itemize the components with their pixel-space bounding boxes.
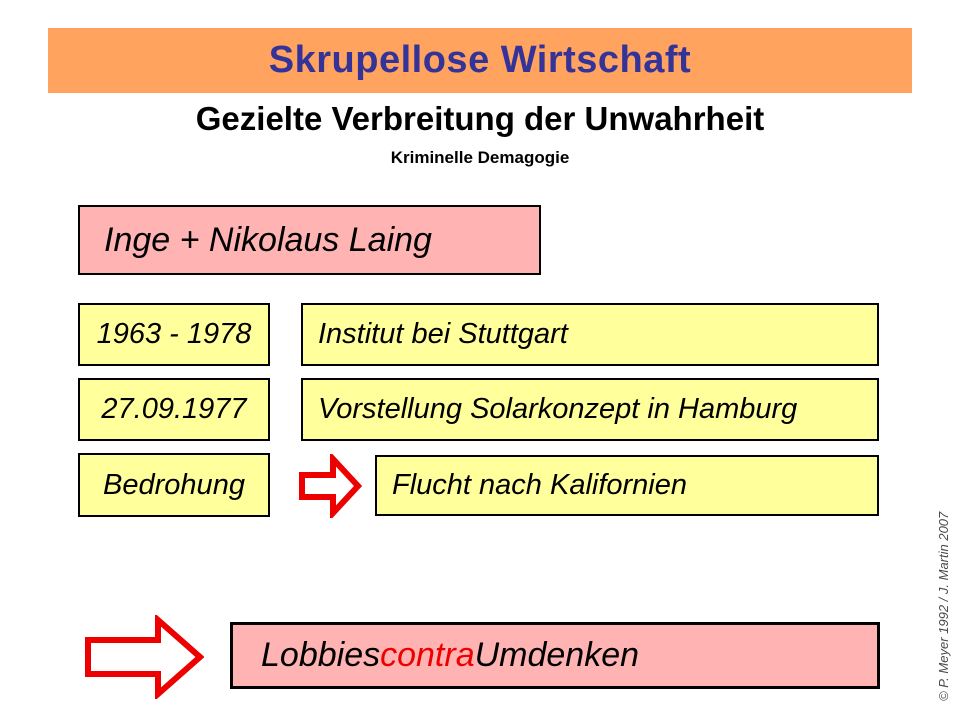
timeline-row3-effect-label: Flucht nach Kalifornien: [392, 469, 687, 501]
person-box: [78, 205, 541, 275]
conclusion-suffix: Umdenken: [474, 636, 640, 674]
arrow-right-icon: [84, 615, 204, 699]
timeline-row1-description: [301, 303, 879, 366]
conclusion-highlight: contra: [380, 636, 475, 674]
conclusion-prefix: Lobbies: [261, 636, 381, 674]
timeline-row1-date: [78, 303, 270, 366]
banner: [48, 28, 912, 93]
timeline-row1-date-label: 1963 - 1978: [96, 318, 252, 350]
conclusion-box: [230, 622, 880, 689]
timeline-row3-cause-label: Bedrohung: [103, 468, 245, 501]
timeline-row3-cause: [78, 453, 270, 517]
timeline-row3-effect: [375, 455, 879, 516]
banner-title: Skrupellose Wirtschaft: [268, 39, 692, 81]
timeline-row2-date: [78, 378, 270, 441]
copyright-credit: © P. Meyer 1992 / J. Martin 2007: [936, 511, 951, 701]
timeline-row2-description: [301, 378, 879, 441]
page-title: Gezielte Verbreitung der Unwahrheit: [195, 100, 765, 137]
timeline-row2-description-label: Vorstellung Solarkonzept in Hamburg: [318, 393, 798, 425]
timeline-row1-description-label: Institut bei Stuttgart: [318, 318, 568, 350]
timeline-row2-date-label: 27.09.1977: [101, 393, 247, 425]
arrow-right-icon: [298, 454, 362, 518]
person-box-label: Inge + Nikolaus Laing: [104, 220, 432, 259]
page-subtitle: Kriminelle Demagogie: [390, 148, 570, 167]
